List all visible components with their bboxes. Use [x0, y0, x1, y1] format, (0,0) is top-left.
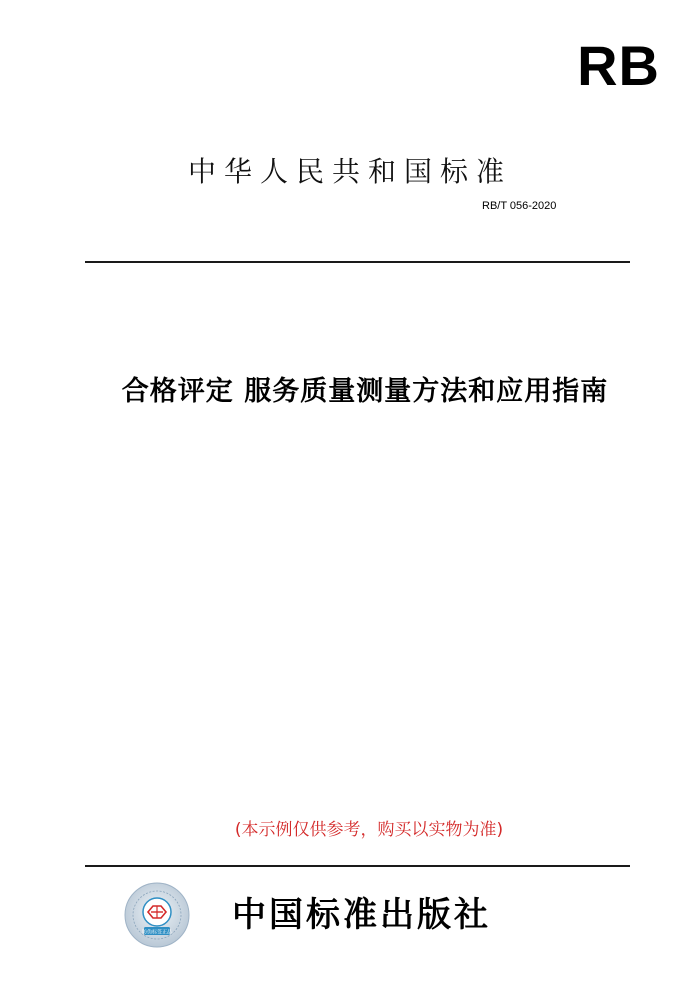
standard-code: RB/T 056-2020: [482, 200, 557, 212]
seal-text: 防伪标签正品: [141, 929, 173, 936]
document-title: 合格评定 服务质量测量方法和应用指南: [121, 376, 609, 407]
publisher-name: 中国标准出版社: [232, 895, 491, 935]
rb-logo: RB: [577, 34, 660, 97]
top-divider: [85, 261, 630, 263]
disclaimer-note: (本示例仅供参考，购买以实物为准): [234, 820, 504, 840]
national-standard-heading: 中华人民共和国标准: [187, 155, 512, 188]
publisher-seal-icon: [124, 882, 190, 948]
bottom-divider: [85, 865, 630, 867]
